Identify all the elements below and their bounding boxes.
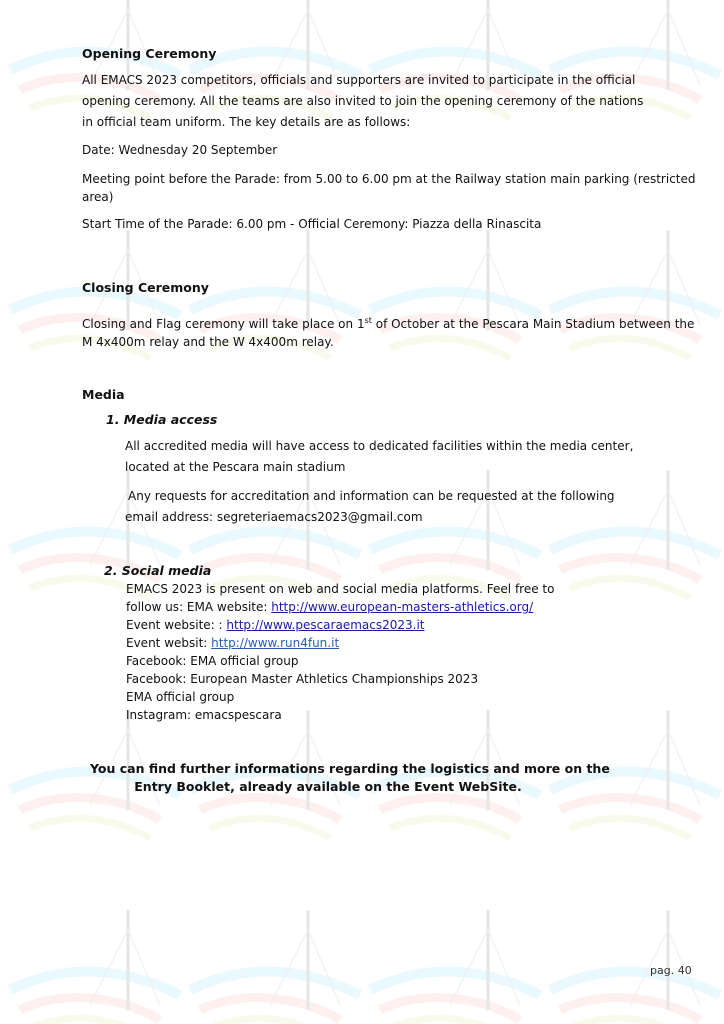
ema-official-group-line: EMA official group [126,690,235,704]
closing-paragraph [82,315,694,351]
opening-intro [82,70,643,133]
opening-intro-line: All EMACS 2023 competitors, officials and supporters are invited to participate in the official [82,73,636,87]
opening-ceremony-heading: Opening Ceremony [82,46,217,61]
closing-line [82,315,694,333]
closing-line-text: Closing and Flag ceremony will take place on 1 [82,317,365,331]
event-website-2-label: Event websit: [126,636,212,650]
media-access-title: 1. Media access [106,412,218,427]
event-website-link[interactable]: http://www.pescaraemacs2023.it [226,618,425,632]
facebook-ema-line: Facebook: EMA official group [126,654,299,668]
opening-intro-line: in official team uniform. The key details are as follows: [82,115,411,129]
event-website-2-line [126,634,554,652]
event-website-line [126,616,554,634]
instagram-line: Instagram: emacspescara [126,708,282,722]
closing-line-text: of October at the Pescara Main Stadium between the [371,317,695,331]
media-access-paragraph-1 [125,436,633,478]
closing-ceremony-heading: Closing Ceremony [82,280,209,295]
facebook-championships-line: Facebook: European Master Athletics Championships 2023 [126,672,479,686]
meeting-line: area) [82,190,114,204]
opening-date: Date: Wednesday 20 September [82,143,278,157]
media-heading: Media [82,387,125,402]
further-info-line: Entry Booklet, already available on the Event WebSite. [134,779,522,794]
social-media-title: 2. Social media [104,563,212,578]
further-info-line: You can find further informations regarding the logistics and more on the [90,761,610,776]
page-number: pag. 40 [650,964,692,977]
media-access-line: Any requests for accreditation and information can be requested at the following [128,489,615,503]
event-website-label: Event website: : [126,618,227,632]
media-access-line: email address: segreteriaemacs2023@gmail.com [125,510,423,524]
ema-website-link[interactable]: http://www.european-masters-athletics.org/ [271,600,534,614]
opening-start-time: Start Time of the Parade: 6.00 pm - Official Ceremony: Piazza della Rinascita [82,217,542,231]
social-media-list [126,580,554,724]
meeting-line: Meeting point before the Parade: from 5.00 to 6.00 pm at the Railway station main parking (restricted [82,172,696,186]
run4fun-website-link[interactable]: http://www.run4fun.it [211,636,340,650]
ordinal-suffix: st [364,316,372,325]
closing-line: M 4x400m relay and the W 4x400m relay. [82,335,334,349]
opening-intro-line: opening ceremony. All the teams are also invited to join the opening ceremony of the nations [82,94,644,108]
media-access-paragraph-2 [125,486,615,528]
ema-website-label: follow us: EMA website: [126,600,272,614]
social-intro-line: EMACS 2023 is present on web and social media platforms. Feel free to [126,582,555,596]
further-info-note [90,760,610,796]
ema-website-line [126,598,554,616]
opening-meeting-point [82,170,696,206]
media-access-line: located at the Pescara main stadium [125,460,346,474]
media-access-line: All accredited media will have access to dedicated facilities within the media center, [125,439,634,453]
